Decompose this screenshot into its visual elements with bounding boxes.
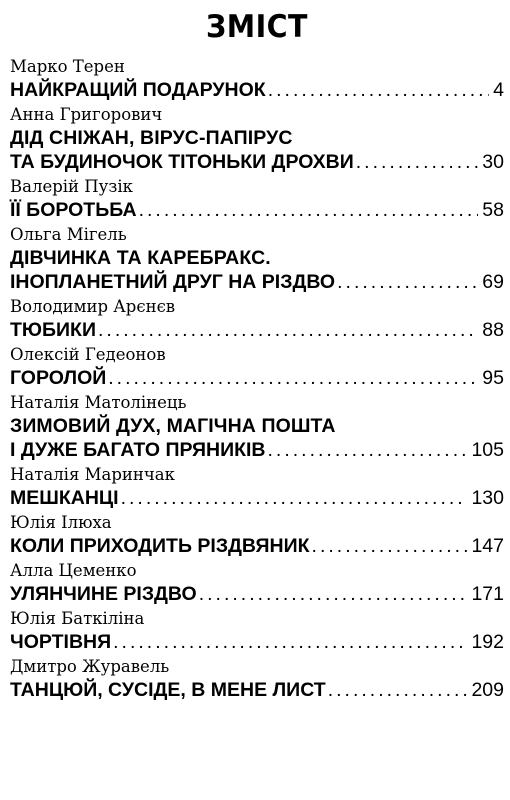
entry-title-final-line (10, 198, 504, 222)
dot-leader (108, 366, 478, 390)
entry-page-number: 88 (482, 319, 504, 341)
dot-leader (268, 438, 468, 462)
dot-leader (113, 630, 467, 654)
dot-leader (356, 150, 479, 174)
entry-author: Володимир Арєнєв (10, 297, 176, 316)
entry-title-final-line (10, 438, 504, 462)
toc-entry (10, 392, 504, 462)
toc-entry (10, 104, 504, 174)
entry-page-number: 171 (471, 583, 504, 605)
entry-title: УЛЯНЧИНЕ РІЗДВО (10, 583, 197, 605)
dot-leader (337, 270, 478, 294)
entry-page-number: 58 (482, 199, 504, 221)
dot-leader (312, 534, 468, 558)
entry-title: ТЮБИКИ (10, 319, 96, 341)
entry-author: Ольга Мігель (10, 225, 127, 244)
entry-page-number: 209 (471, 679, 504, 701)
toc-entry (10, 560, 504, 606)
entry-author: Юлія Баткіліна (10, 609, 145, 628)
entry-page-number: 95 (482, 367, 504, 389)
entry-title: НАЙКРАЩИЙ ПОДАРУНОК (10, 79, 266, 101)
dot-leader (139, 198, 479, 222)
entry-title-final-line (10, 582, 504, 606)
entry-title: ЧОРТІВНЯ (10, 631, 112, 653)
entry-page-number: 105 (471, 439, 504, 461)
toc-entry (10, 656, 504, 702)
entry-title-final-line (10, 318, 504, 342)
entry-title-final-line (10, 486, 504, 510)
toc-entry (10, 344, 504, 390)
entry-title-final-line (10, 270, 504, 294)
toc-entry (10, 56, 504, 102)
entry-author: Наталія Матолінець (10, 393, 187, 412)
dot-leader (98, 318, 478, 342)
entry-title-final-line (10, 366, 504, 390)
entry-author: Олексій Гедеонов (10, 345, 166, 364)
entry-title: ГОРОЛОЙ (10, 367, 107, 389)
toc-entries-list (10, 56, 504, 702)
entry-title-final-line (10, 678, 504, 702)
entry-author: Юлія Ілюха (10, 513, 112, 532)
entry-page-number: 69 (482, 271, 504, 293)
entry-author: Анна Григорович (10, 105, 163, 124)
entry-title-final-line (10, 150, 504, 174)
entry-author: Наталія Маринчак (10, 465, 175, 484)
entry-page-number: 30 (482, 151, 504, 173)
toc-entry (10, 608, 504, 654)
page-title: ЗМІСТ (206, 9, 308, 45)
entry-page-number: 4 (493, 79, 504, 101)
toc-entry (10, 296, 504, 342)
toc-entry (10, 176, 504, 222)
dot-leader (121, 486, 468, 510)
entry-title-line: ЗИМОВИЙ ДУХ, МАГІЧНА ПОШТА (10, 415, 336, 437)
dot-leader (268, 78, 489, 102)
entry-author: Валерій Пузік (10, 177, 133, 196)
entry-title: ЇЇ БОРОТЬБА (10, 199, 137, 221)
entry-title-final-line (10, 78, 504, 102)
entry-title-final-line (10, 630, 504, 654)
dot-leader (199, 582, 468, 606)
entry-author: Марко Терен (10, 57, 125, 76)
dot-leader (328, 678, 468, 702)
entry-title-final-line (10, 534, 504, 558)
entry-title: І ДУЖЕ БАГАТО ПРЯНИКІВ (10, 439, 266, 461)
entry-title: ТАНЦЮЙ, СУСІДЕ, В МЕНЕ ЛИСТ (10, 679, 326, 701)
toc-entry (10, 224, 504, 294)
entry-title: ТА БУДИНОЧОК ТІТОНЬКИ ДРОХВИ (10, 151, 354, 173)
entry-page-number: 147 (471, 535, 504, 557)
toc-entry (10, 512, 504, 558)
entry-author: Дмитро Журавель (10, 657, 170, 676)
entry-author: Алла Цеменко (10, 561, 137, 580)
entry-title-line: ДІВЧИНКА ТА КАРЕБРАКС. (10, 247, 271, 269)
entry-page-number: 192 (471, 631, 504, 653)
entry-title: КОЛИ ПРИХОДИТЬ РІЗДВЯНИК (10, 535, 310, 557)
entry-page-number: 130 (471, 487, 504, 509)
entry-title-line: ДІД СНІЖАН, ВІРУС-ПАПІРУС (10, 127, 293, 149)
toc-entry (10, 464, 504, 510)
entry-title: ІНОПЛАНЕТНИЙ ДРУГ НА РІЗДВО (10, 271, 336, 293)
table-of-contents (10, 6, 504, 704)
entry-title: МЕШКАНЦІ (10, 487, 119, 509)
